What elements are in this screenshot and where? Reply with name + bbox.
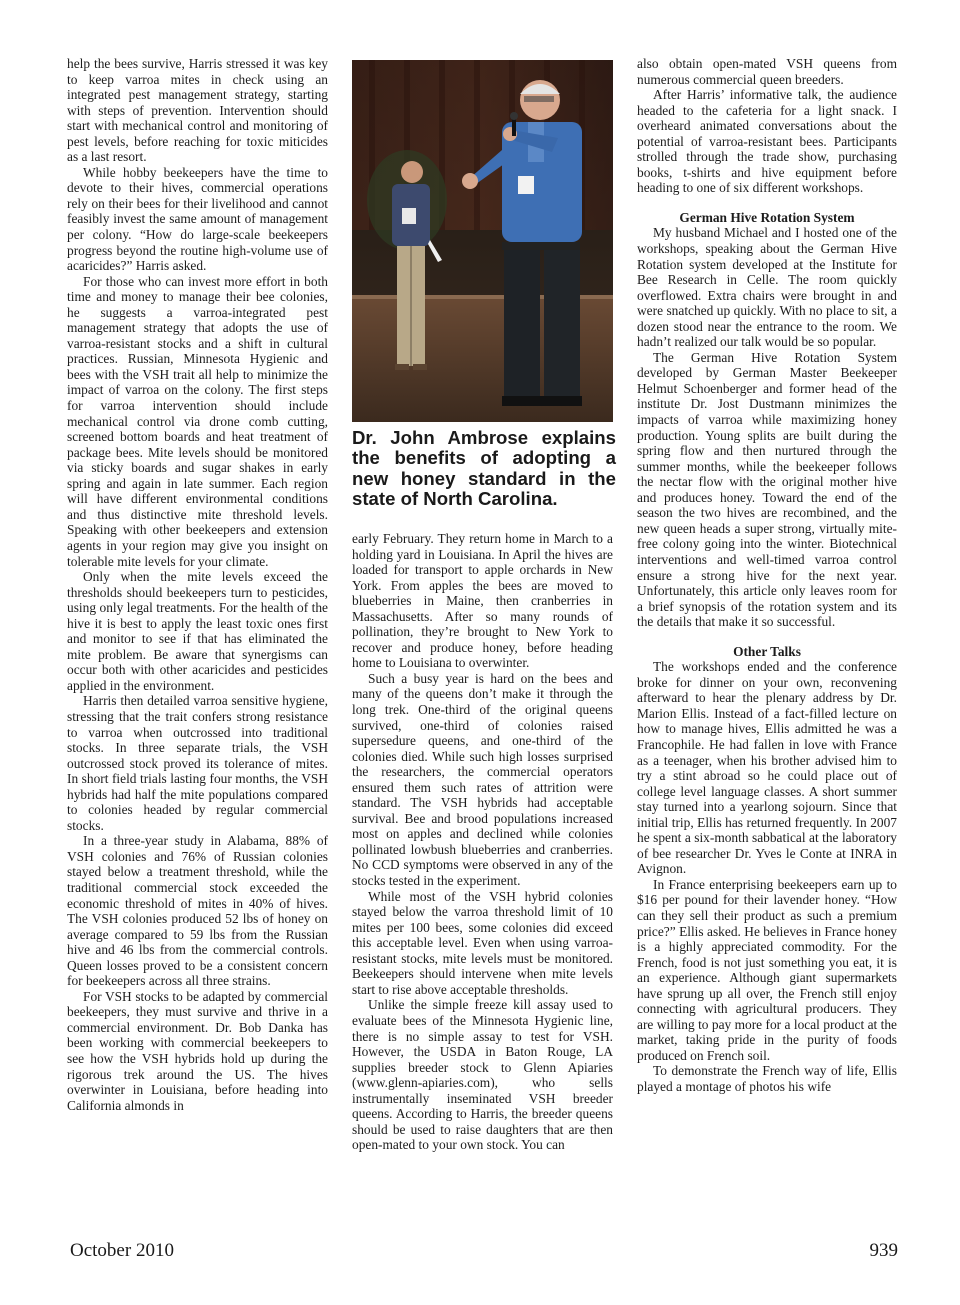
article-column-2 [352,531,613,1153]
paragraph: The workshops ended and the conference broke for dinner on your own, reconvening afterward to hear the plenary address by Dr. Marion Ellis. Instead of a fact-filled lecture on how to manage hives, Ellis admitted he was a Francophile. He had fallen in love with France as a teenager, when his brother advised him to try a stint abroad so he could place out of college level language classes. A short summer stay turned into a yearlong sojourn. Since that initial trip, Ellis has returned frequently. In 2007 he spent a six-month sabbatical at the laboratory of bee researcher Dr. Yves le Conte at INRA in Avignon. [637,659,897,877]
page-number: 939 [869,1240,898,1261]
paragraph: Unlike the simple freeze kill assay used to evaluate bees of the Minnesota Hygienic line, there is no simple assay to test for VSH. However, the USDA in Baton Rouge, LA supplies breeder stock to Glenn Apiaries (www.glenn-apiaries.com), who sells instrumentally inseminated VSH breeder queens. According to Harris, the breeder queens should be used to raise daughters that are then open-mated to your own stock. You can [352,997,613,1153]
paragraph: The German Hive Rotation System developed by German Master Beekeeper Helmut Schoenberger and former head of the institute Dr. Jost Dustmann minimizes the impacts of varroa while maximizing honey production. Young splits are built during the spring flow and then nurtured through the summer months, while the beekeeper follows the nectar flow with the original mother hive and produces honey. Toward the end of the season the two hives are recombined, and the new queen heads a super strong, virtually mite-free colony going into the winter. Biotechnical interventions and well-timed varroa control ensure a strong hive for the next year. Unfortunately, this article only leaves room for a brief synopsis of the rotation system and its the details that make it so successful. [637,349,897,630]
issue-date: October 2010 [70,1240,174,1261]
paragraph: Only when the mite levels exceed the thresholds should beekeepers turn to pesticides, using only legal treatments. For the health of the hive it is best to apply the least toxic ones first and monitor to see if that has eliminated the mite problem. Be aware that synergisms can occur both with other acaricides and pesticides applied in the environment. [67,569,328,693]
article-column-1 [67,56,328,1113]
paragraph: In a three-year study in Alabama, 88% of VSH colonies and 76% of Russian colonies stayed below a treatment threshold, while the traditional commercial stock exceeded the economic threshold of mites in 40% of hives. The VSH colonies produced 52 lbs of honey on average compared to 59 lbs from the Russian hive and 46 lbs from the commercial controls. Queen losses proved to be a consistent concern for beekeepers across all three strains. [67,833,328,989]
paragraph: While most of the VSH hybrid colonies stayed below the varroa threshold limit of 10 mites per 100 bees, some colonies did exceed this acceptable level. Even when using varroa-resistant stocks, mite levels must be monitored. Beekeepers should intervene when mite levels start to rise above acceptable thresholds. [352,888,613,997]
paragraph: While hobby beekeepers have the time to devote to their hives, commercial operations rely on their bees for their livelihood and cannot feasibly invest the same amount of management per colony. “How do large-scale beekeepers progress beyond the routine high-volume use of acaricides?” Harris asked. [67,164,328,274]
paragraph: To demonstrate the French way of life, Ellis played a montage of photos his wife [637,1063,897,1094]
paragraph: early February. They return home in March to a holding yard in Louisiana. In April the hives are loaded for transport to apple orchards in New York. From apples the bees are moved to blueberries in Maine, then cranberries in Massachusetts. After so many rounds of pollination, they’re brought to New York to recover and produce honey, before heading home to Louisiana to overwinter. [352,531,613,671]
paragraph: For those who can invest more effort in both time and money to manage their bee colonies, he suggests a varroa-integrated pest management strategy that adopts the use of varroa-resistant stocks and a shift in cultural practices. Russian, Minnesota Hygienic and bees with the VSH trait all help to minimize the impact of varroa on the colony. The first steps for varroa intervention should include mechanical control via drone comb cutting, screened bottom boards and heat treatment of package bees. Mite levels should be monitored via sticky boards and sugar shakes in early spring and again in late summer. Each region will have different environmental conditions and thus distinctive mite threshold levels. Speaking with other beekeepers and extension agents in your region may give you insight on tolerable mite levels for your climate. [67,273,328,569]
section-heading: German Hive Rotation System [679,209,855,225]
paragraph: Harris then detailed varroa sensitive hygiene, stressing that the trait confers strong resistance to varroa when outcrossed into traditional stocks. In three separate trials, the VSH outcrossed stock proved its tolerance of mites. In short field trials lasting four months, the VSH hybrids had half the mite populations compared to colonies headed by regular commercial stocks. [67,693,328,833]
article-column-3 [637,56,897,1095]
paragraph: After Harris’ informative talk, the audience headed to the cafeteria for a light snack. I overheard animated conversations about the potential of varroa-resistant bees. Participants strolled through the trade show, purchasing books, t-shirts and hive equipment before heading to one of six different workshops. [637,87,897,196]
section-heading: Other Talks [733,643,801,659]
paragraph: For VSH stocks to be adapted by commercial beekeepers, they must survive and thrive in a commercial environment. Dr. Bob Danka has been working with commercial beekeepers to see how the VSH hybrids hold up during the rigorous trek around the US. The hives overwinter in Louisiana, before heading into California almonds in [67,988,328,1113]
paragraph: Such a busy year is hard on the bees and many of the queens don’t make it through the long trek. One-third of the original queens survived, one-third of colonies raised supersedure queens, and one-third of the colonies died. While such high losses surprised the researchers, the commercial operators ensured them such rates of attrition were standard. The VSH hybrids had acceptable survival. Bee and brood populations increased most on apples and declined while colonies pollinated lowbush blueberries and cranberries. No CCD symptoms were observed in any of the stocks tested in the experiment. [352,670,613,889]
photo-caption: Dr. John Ambrose explains the benefits of adopting a new honey standard in the state of North Carolina. [352,427,616,509]
paragraph: help the bees survive, Harris stressed it was key to keep varroa mites in check using an integrated pest management strategy, starting with steps of prevention. Intervention should start with mechanical control and monitoring of pest levels, before reaching for toxic miticides as a last resort. [67,56,328,165]
speaker-photo [352,60,613,422]
paragraph: In France enterprising beekeepers earn up to $16 per pound for their lavender honey. “How can they sell their product as such a premium price?” Ellis asked. He believes in France honey is a highly appreciated commodity. For the French, food is not just something you eat, it is an experience. Although giant supermarkets have sprung up all over, the French still enjoy connecting with agricultural producers. They are willing to pay more for a local product at the market, taking pride in the purity of foods produced on French soil. [637,876,897,1063]
paragraph: also obtain open-mated VSH queens from numerous commercial queen breeders. [637,56,897,87]
paragraph: My husband Michael and I hosted one of the workshops, speaking about the German Hive Rotation system developed at the Institute for Bee Research in Celle. The room quickly overflowed. Extra chairs were brought in and were snatched up quickly. With no place to sit, a dozen stood near the entrance to the room. We hadn’t realized our talk would be so popular. [637,225,897,350]
